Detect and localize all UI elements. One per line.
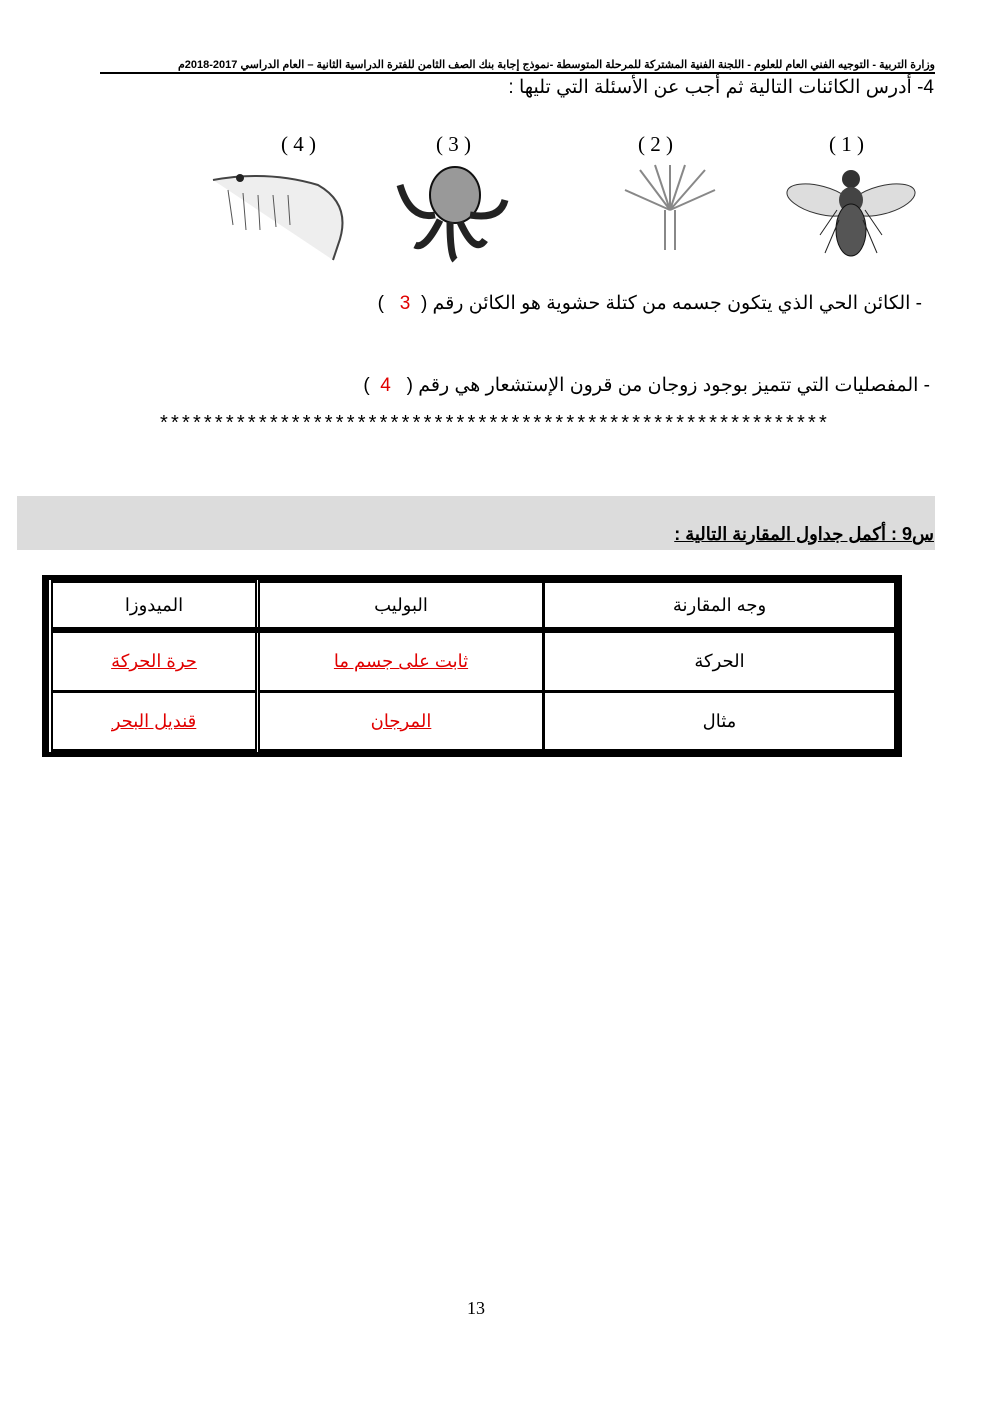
close-paren: )	[377, 293, 384, 314]
answer-cell: المرجان	[370, 710, 432, 731]
answer-cell: حرة الحركة	[111, 651, 197, 672]
answer-value: 3	[399, 293, 411, 314]
bee-icon	[785, 165, 917, 260]
answer-value: 4	[380, 375, 391, 396]
organism-label-1: ( 1 )	[829, 132, 864, 156]
question-text: - الكائن الحي الذي يتكون جسمه من كتلة حشوية هو الكائن رقم (	[420, 293, 922, 314]
answer-cell: ثابت على جسم ما	[333, 651, 469, 672]
separator-stars: *************************************************************	[160, 412, 830, 434]
organism-label-3: ( 3 )	[436, 132, 471, 156]
header-cell: البوليب	[258, 582, 544, 631]
close-paren: )	[363, 375, 370, 396]
header-cell: وجه المقارنة	[544, 582, 896, 631]
question-9-title: س9 : أكمل جداول المقارنة التالية :	[674, 524, 934, 544]
organism-label-2: ( 2 )	[638, 132, 673, 156]
page-number: 13	[467, 1298, 485, 1318]
question-text: - المفصليات التي تتميز بوجود زوجان من قرون الإستشعار هي رقم (	[406, 375, 930, 396]
shrimp-icon	[208, 165, 356, 263]
table-row	[50, 692, 896, 751]
organism-label-4: ( 4 )	[281, 132, 316, 156]
row-label: مثال	[544, 692, 896, 751]
coral-polyp-icon	[620, 160, 720, 255]
question-line-2	[363, 374, 930, 397]
page-header: وزارة التربية - التوجيه الفني العام للعلوم - اللجنة الفنية المشتركة للمرحلة المتوسطة -نموذج إجابة بنك الصف الثامن للفترة الدراسية الثانية – العام الدراسي 2017-2018م	[100, 58, 935, 74]
question-line-1	[378, 292, 922, 315]
header-cell: الميدوزا	[50, 582, 258, 631]
octopus-icon	[395, 160, 515, 265]
question-4-title: 4- أدرس الكائنات التالية ثم أجب عن الأسئلة التي تليها :	[508, 77, 934, 98]
table-header-row	[50, 582, 896, 631]
comparison-table	[42, 575, 902, 757]
answer-cell: قنديل البحر	[111, 710, 197, 731]
table-row	[50, 630, 896, 692]
row-label: الحركة	[544, 630, 896, 692]
